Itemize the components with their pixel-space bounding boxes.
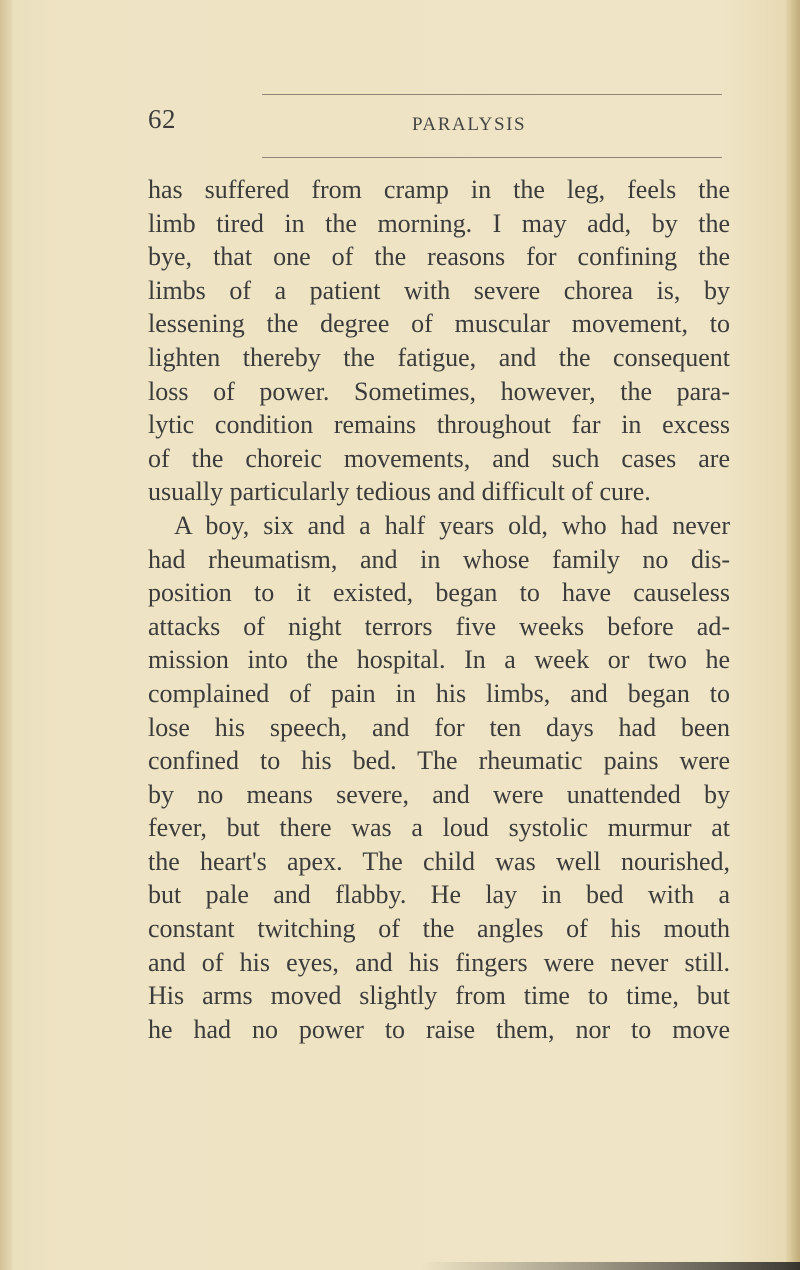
body-text xyxy=(148,173,730,1046)
text-line: loss of power. Sometimes, however, the para- xyxy=(148,376,730,406)
text-line: constant twitching of the angles of his mouth xyxy=(148,914,730,944)
text-line: he had no power to raise them, nor to move xyxy=(148,1014,730,1044)
text-line: confined to his bed. The rheumatic pains were xyxy=(148,746,730,776)
page-bottom-shadow xyxy=(420,1262,800,1270)
text-line: lytic condition remains throughout far in excess xyxy=(148,410,730,440)
text-line: had rheumatism, and in whose family no dis- xyxy=(148,544,730,574)
text-line: has suffered from cramp in the leg, feels the xyxy=(148,175,730,204)
text-line: usually particularly tedious and difficult of cure. xyxy=(148,477,651,507)
text-line: attacks of night terrors five weeks before ad- xyxy=(148,611,730,641)
text-line: His arms moved slightly from time to time, but xyxy=(148,981,730,1011)
text-line: lighten thereby the fatigue, and the consequent xyxy=(148,342,730,372)
text-line: position to it existed, began to have causeless xyxy=(148,578,730,608)
header-rule-top xyxy=(262,94,722,95)
text-line: fever, but there was a loud systolic murmur at xyxy=(148,813,730,843)
text-line: and of his eyes, and his fingers were never still. xyxy=(148,947,730,977)
text-line: lose his speech, and for ten days had been xyxy=(148,712,730,742)
text-line: but pale and flabby. He lay in bed with a xyxy=(148,880,730,910)
text-line: complained of pain in his limbs, and began to xyxy=(148,678,730,708)
text-line: limb tired in the morning. I may add, by the xyxy=(148,208,730,238)
text-line: limbs of a patient with severe chorea is, by xyxy=(148,275,730,305)
text-line: of the choreic movements, and such cases are xyxy=(148,443,730,473)
paragraph-start-line: A boy, six and a half years old, who had never xyxy=(174,510,730,540)
text-line: by no means severe, and were unattended by xyxy=(148,779,730,809)
text-line: the heart's apex. The child was well nourished, xyxy=(148,846,730,876)
page-gutter-edge xyxy=(0,0,12,1270)
page-number: 62 xyxy=(148,104,176,134)
page-outer-edge xyxy=(786,0,800,1270)
text-line: mission into the hospital. In a week or two he xyxy=(148,645,730,675)
text-line: bye, that one of the reasons for confining the xyxy=(148,242,730,272)
text-line: lessening the degree of muscular movement, to xyxy=(148,309,730,339)
header-rule-bottom xyxy=(262,157,722,158)
running-title: PARALYSIS xyxy=(412,114,527,135)
